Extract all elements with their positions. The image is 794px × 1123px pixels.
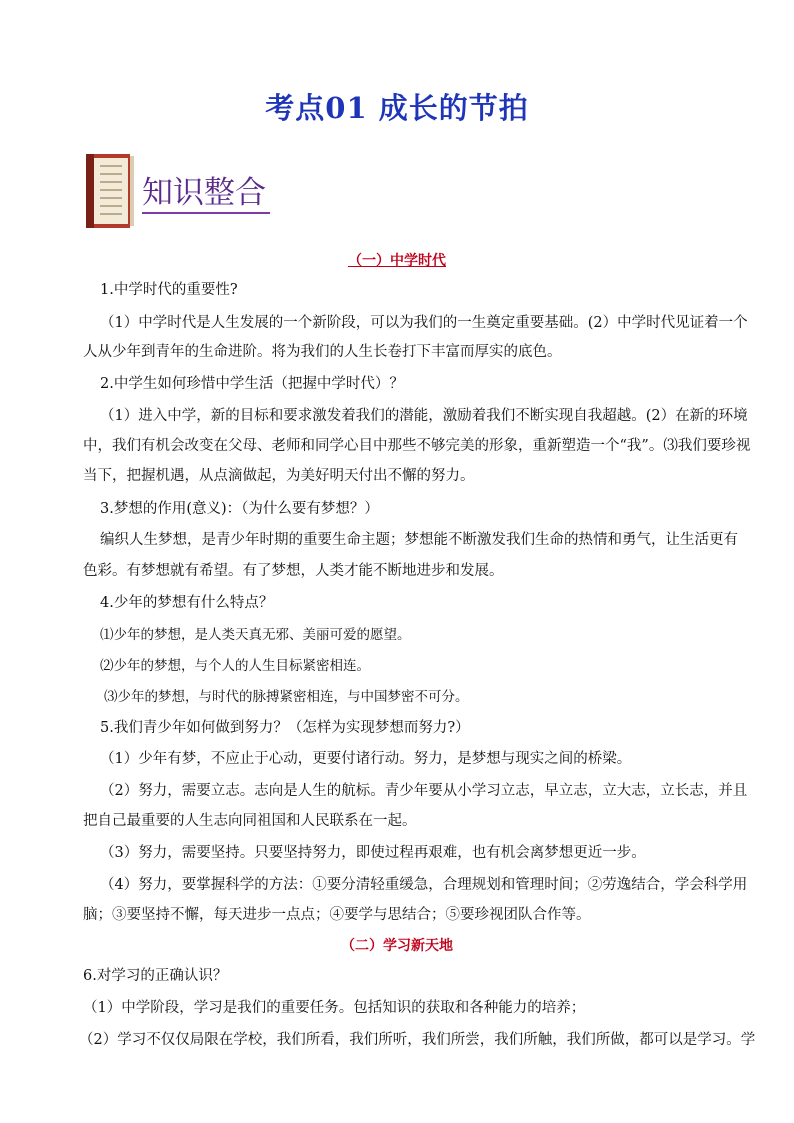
answer-5-line-2: （2）努力，需要立志。志向是人生的航标。青少年要从小学习立志，早立志，立大志，立长志，并且 (100, 783, 748, 799)
answer-3-line-1: 编织人生梦想，是青少年时期的重要生命主题；梦想能不断激发我们生命的热情和勇气，让生活更有 (100, 532, 738, 548)
page-title: 考点01 成长的节拍 (265, 91, 529, 125)
answer-5-line-4: （3）努力，需要坚持。只要坚持努力，即使过程再艰难，也有机会离梦想更近一步。 (100, 845, 646, 861)
answer-4-line-1: ⑴少年的梦想，是人类天真无邪、美丽可爱的愿望。 (100, 627, 411, 643)
answer-2-line-1: （1）进入中学，新的目标和要求激发着我们的潜能，激励着我们不断实现自我超越。(2）在新的环境 (100, 408, 748, 424)
answer-4-line-2: ⑵少年的梦想，与个人的人生目标紧密相连。 (100, 658, 370, 674)
banner-label: 知识整合 (142, 174, 270, 214)
answer-6-line-2: （2）学习不仅仅局限在学校，我们所看，我们所听，我们所尝，我们所触，我们所做，都可以是学习。学 (79, 1032, 756, 1048)
answer-5-line-1: （1）少年有梦，不应止于心动，更要付诸行动。努力，是梦想与现实之间的桥梁。 (100, 751, 632, 767)
question-2: 2.中学生如何珍惜中学生活（把握中学时代）？ (100, 376, 404, 392)
answer-5-line-5: （4）努力，要掌握科学的方法：①要分清轻重缓急，合理规划和管理时间；②劳逸结合，学会科学用 (100, 877, 748, 893)
answer-1-line-2: 人从少年到青年的生命进阶。将为我们的人生长卷打下丰富而厚实的底色。 (83, 344, 562, 360)
answer-4-line-3: ⑶少年的梦想，与时代的脉搏紧密相连，与中国梦密不可分。 (104, 689, 469, 705)
answer-2-line-2: 中，我们有机会改变在父母、老师和同学心目中那些不够完美的形象，重新塑造一个“我”。⑶我们要珍视 (83, 438, 751, 454)
answer-1-line-1: （1）中学时代是人生发展的一个新阶段，可以为我们的一生奠定重要基础。(2）中学时代见证着一个 (100, 315, 748, 331)
answer-5-line-6: 脑；③要坚持不懈，每天进步一点点；④要学与思结合；⑤要珍视团队合作等。 (83, 907, 591, 923)
answer-2-line-3: 当下，把握机遇，从点滴做起，为美好明天付出不懈的努力。 (83, 468, 475, 484)
book-icon (80, 150, 140, 234)
question-4: 4.少年的梦想有什么特点？ (100, 595, 274, 611)
question-6: 6.对学习的正确认识？ (83, 968, 228, 984)
question-1: 1.中学时代的重要性? (100, 282, 238, 298)
section-heading-1: （一）中学时代 (348, 253, 446, 269)
section-heading-2: （二）学习新天地 (341, 938, 453, 954)
question-3: 3.梦想的作用(意义)：（为什么要有梦想？） (100, 501, 379, 517)
answer-3-line-2: 色彩。有梦想就有希望。有了梦想，人类才能不断地进步和发展。 (83, 563, 504, 579)
knowledge-banner (80, 150, 300, 234)
question-5: 5.我们青少年如何做到努力？（怎样为实现梦想而努力?） (100, 720, 470, 736)
answer-5-line-3: 把自己最重要的人生志向同祖国和人民联系在一起。 (83, 813, 417, 829)
answer-6-line-1: （1）中学阶段，学习是我们的重要任务。包括知识的获取和各种能力的培养； (83, 1000, 586, 1016)
